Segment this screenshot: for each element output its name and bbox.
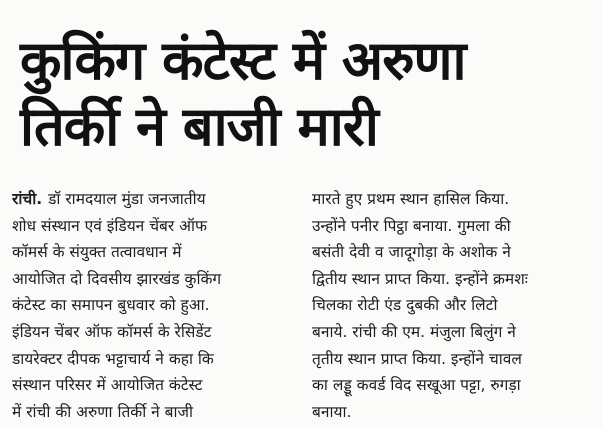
- body-text: डॉ रामदयाल मुंडा जनजातीय: [48, 190, 206, 208]
- body-line: संस्थान परिसर में आयोजित कंटेस्ट: [12, 376, 203, 395]
- article-column-left: [12, 186, 292, 425]
- headline-line-2: तिर्की ने बाजी मारी: [20, 95, 378, 158]
- body-line: आयोजित दो दिवसीय झारखंड कुकिंग: [12, 269, 222, 288]
- body-line: डायरेक्टर दीपक भट्टाचार्य ने कहा कि: [12, 349, 214, 368]
- body-line: में रांची की अरुणा तिर्की ने बाजी: [12, 402, 194, 421]
- body-line: तृतीय स्थान प्राप्त किया. इन्होंने चावल: [312, 349, 522, 368]
- body-line: [12, 186, 292, 213]
- article-headline: [10, 28, 600, 160]
- article-column-right: [312, 186, 594, 425]
- body-line: द्वितीय स्थान प्राप्त किया. इन्होंने क्रमशः: [312, 269, 528, 288]
- dateline: रांची.: [12, 190, 43, 208]
- body-line: कॉमर्स के संयुक्त तत्वावधान में: [12, 243, 182, 262]
- body-line: मारते हुए प्रथम स्थान हासिल किया.: [312, 190, 510, 208]
- body-line: इंडियन चेंबर ऑफ कॉमर्स के रेसिडेंट: [12, 322, 212, 341]
- body-line: बसंती देवी व जादूगोड़ा के अशोक ने: [312, 243, 511, 262]
- body-line: चिलका रोटी एंड दुबकी और लिटो: [312, 296, 498, 315]
- body-line: उन्होंने पनीर पिट्ठा बनाया. गुमला की: [312, 216, 511, 235]
- body-line: शोध संस्थान एवं इंडियन चेंबर ऑफ: [12, 216, 207, 235]
- body-line: बनाया.: [312, 402, 352, 421]
- body-line: का लड्डू कवर्ड विद सखूआ पट्टा, रुगड़ा: [312, 376, 521, 395]
- headline-line-1: कुकिंग कंटेस्ट में अरुणा: [20, 29, 466, 92]
- body-line: बनाये. रांची की एम. मंजुला बिलुंग ने: [312, 322, 516, 341]
- body-line: कंटेस्ट का समापन बुधवार को हुआ.: [12, 296, 210, 315]
